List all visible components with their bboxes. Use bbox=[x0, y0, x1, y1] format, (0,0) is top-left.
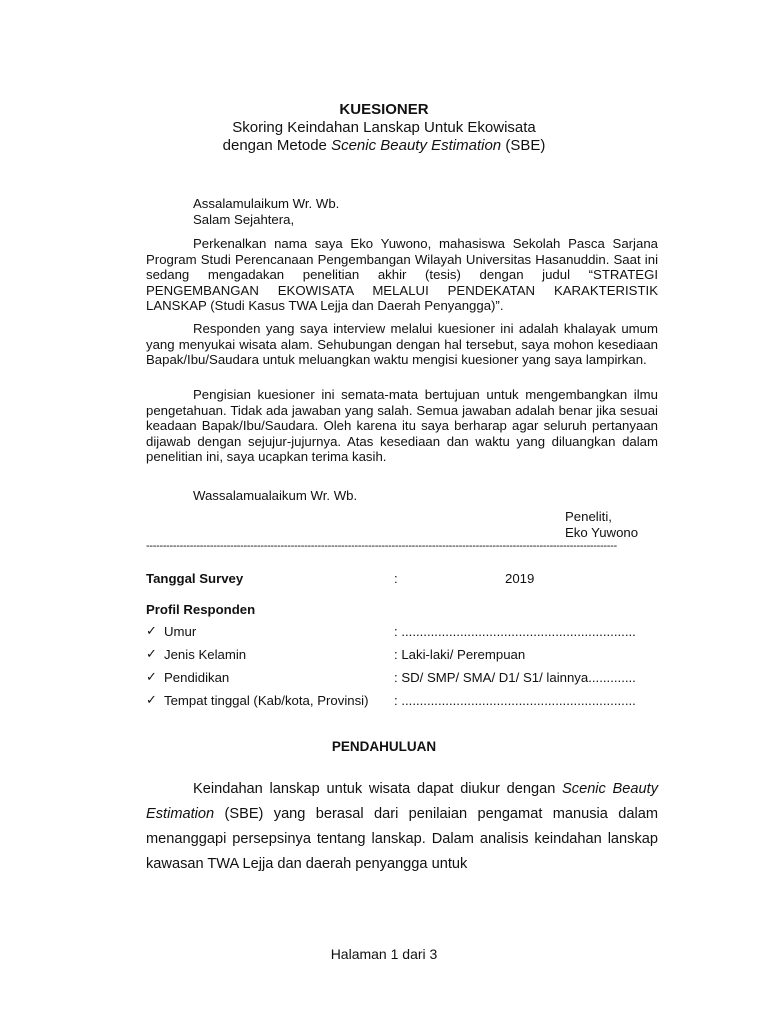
intro-paragraph bbox=[146, 777, 658, 877]
document-subtitle-line1: Skoring Keindahan Lanskap Untuk Ekowisata bbox=[232, 119, 536, 136]
survey-date-year: 2019 bbox=[505, 571, 535, 586]
field-label-jenis-kelamin: Jenis Kelamin bbox=[164, 647, 247, 662]
field-value-tempat-tinggal[interactable]: : ................................................................ bbox=[394, 693, 636, 708]
document-title: KUESIONER bbox=[339, 101, 429, 118]
survey-date-label: Tanggal Survey bbox=[146, 571, 244, 586]
section-heading-pendahuluan: PENDAHULUAN bbox=[331, 739, 437, 754]
paragraph-2-text: Responden yang saya interview melalui kuesioner ini adalah khalayak umum yang menyukai wisata alam. Sehubungan dengan hal tersebut, saya mohon kesediaan Bapak/Ibu/Saudara untuk meluangkan waktu mengisi kuesioner yang saya lampirkan. bbox=[146, 321, 658, 368]
check-icon: ✓ bbox=[146, 623, 157, 638]
paragraph-3-text: Pengisian kuesioner ini semata-mata bertujuan untuk mengembangkan ilmu pengetahuan. Tidak ada jawaban yang salah. Semua jawaban adalah benar jika sesuai keadaan Bapak/Ibu/Saudara. Oleh karena itu saya berharap agar seluruh pertanyaan dijawab dengan sejujur-jujurnya. Atas kesediaan dan waktu yang diluangkan dalam penelitian ini, saya ucapkan terima kasih. bbox=[146, 387, 658, 465]
greeting-line2: Salam Sejahtera, bbox=[193, 212, 295, 227]
field-label-umur: Umur bbox=[164, 624, 197, 639]
subtitle-pre: dengan Metode bbox=[222, 137, 332, 154]
page-number: Halaman 1 dari 3 bbox=[330, 946, 438, 962]
survey-date-colon: : bbox=[394, 571, 398, 586]
closing-greeting: Wassalamualaikum Wr. Wb. bbox=[193, 488, 358, 503]
intro-text-1: Keindahan lanskap untuk wisata dapat diukur dengan bbox=[193, 781, 563, 797]
signature-role: Peneliti, bbox=[565, 509, 612, 524]
field-value-pendidikan[interactable]: : SD/ SMP/ SMA/ D1/ S1/ lainnya............. bbox=[394, 670, 636, 685]
letter-paragraph-1 bbox=[146, 236, 658, 314]
check-icon: ✓ bbox=[146, 646, 157, 661]
intro-text-2: (SBE) yang berasal dari penilaian pengamat manusia dalam menanggapi persepsinya tentang lanskap. Dalam analisis keindahan lanskap kawasan TWA Lejja dan daerah penyangga untuk bbox=[146, 806, 658, 872]
signature-name: Eko Yuwono bbox=[565, 525, 639, 540]
field-label-pendidikan: Pendidikan bbox=[164, 670, 230, 685]
letter-paragraph-2 bbox=[146, 321, 658, 368]
greeting-line1: Assalamulaikum Wr. Wb. bbox=[193, 196, 340, 211]
subtitle-post: (SBE) bbox=[501, 137, 546, 154]
field-value-jenis-kelamin[interactable]: : Laki-laki/ Perempuan bbox=[394, 647, 526, 662]
field-label-tempat-tinggal: Tempat tinggal (Kab/kota, Provinsi) bbox=[164, 693, 369, 708]
paragraph-1-text: Perkenalkan nama saya Eko Yuwono, mahasiswa Sekolah Pasca Sarjana Program Studi Perencanaan Pengembangan Wilayah Universitas Hasanuddin. Saat ini sedang mengadakan penelitian akhir (tesis) dengan judul “STRATEGI PENGEMBANGAN EKOWISATA MELALUI PENDEKATAN KARAKTERISTIK LANSKAP (Studi Kasus TWA Lejja dan Daerah Penyangga)”. bbox=[146, 236, 658, 314]
letter-paragraph-3 bbox=[146, 387, 658, 465]
subtitle-italic: Scenic Beauty Estimation bbox=[331, 137, 502, 154]
document-subtitle-line2 bbox=[0, 137, 768, 154]
intro-paragraph-text bbox=[146, 777, 658, 877]
check-icon: ✓ bbox=[146, 669, 157, 684]
field-value-umur[interactable]: : ................................................................ bbox=[394, 624, 636, 639]
check-icon: ✓ bbox=[146, 692, 157, 707]
profile-heading: Profil Responden bbox=[146, 602, 256, 617]
intro-text-italic: Scenic Beauty Estimation bbox=[146, 781, 658, 822]
separator-line: -------------------------------------------------------------------------------------------------------------------------------------------- bbox=[146, 540, 617, 552]
